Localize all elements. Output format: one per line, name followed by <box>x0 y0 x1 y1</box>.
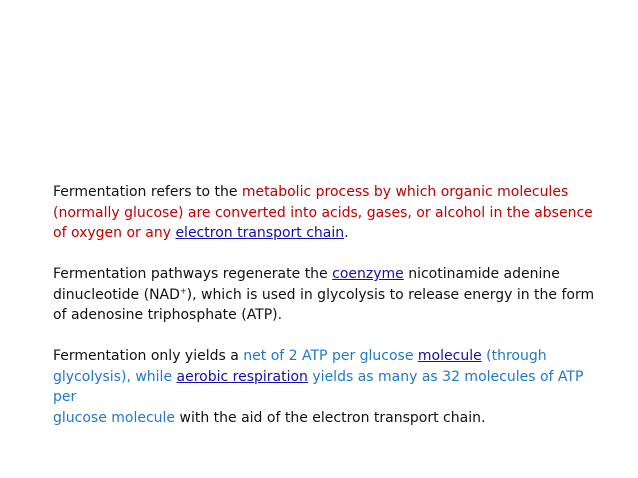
link-molecule[interactable]: molecule <box>417 348 482 364</box>
link-aerobic-respiration[interactable]: aerobic respiration <box>176 368 308 385</box>
text-run: . <box>344 225 349 241</box>
highlighted-text: metabolic process by which organic molecules <box>241 184 569 200</box>
text-run: ), which is used in glycolysis to release energy in the form <box>186 286 595 303</box>
paragraph-nad-regeneration <box>53 264 601 326</box>
highlighted-text: net of 2 ATP per glucose <box>243 348 418 364</box>
text-run: of adenosine triphosphate (ATP). <box>53 307 283 323</box>
highlighted-text: (through <box>481 348 547 364</box>
highlighted-text: (normally glucose) are converted into acids, gases, or alcohol in the absence <box>53 204 593 221</box>
text-run: nicotinamide adenine <box>403 266 560 282</box>
paragraph-atp-yield <box>53 346 601 428</box>
paragraph-spacer <box>53 326 601 347</box>
link-coenzyme[interactable]: coenzyme <box>332 266 404 282</box>
text-run: Fermentation refers to the <box>53 184 242 200</box>
slide-body <box>53 182 601 428</box>
highlighted-text: of oxygen or any <box>53 225 176 241</box>
highlighted-text: yields as many as 32 molecules of ATP per <box>53 368 584 405</box>
paragraph-fermentation-definition <box>53 182 601 244</box>
text-run: with the aid of the electron transport chain. <box>175 409 486 426</box>
text-run: dinucleotide (NAD <box>53 286 180 303</box>
text-run: Fermentation pathways regenerate the <box>53 266 333 282</box>
text-run: Fermentation only yields a <box>53 348 244 364</box>
superscript-plus: + <box>179 285 187 295</box>
highlighted-text: glucose molecule <box>53 409 176 426</box>
paragraph-spacer <box>53 244 601 265</box>
link-electron-transport-chain[interactable]: electron transport chain <box>175 225 345 241</box>
highlighted-text: glycolysis), while <box>53 368 177 385</box>
